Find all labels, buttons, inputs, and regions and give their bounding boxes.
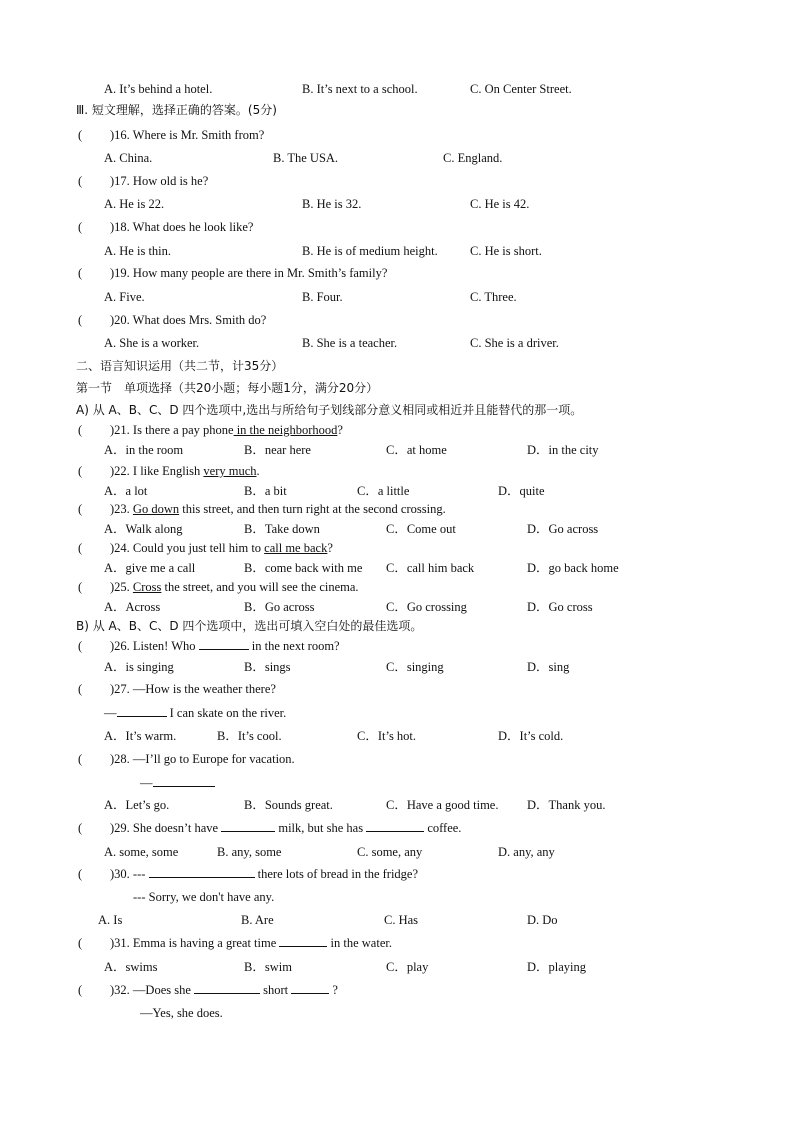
answer-paren: (	[78, 464, 83, 478]
answer-paren: (	[78, 580, 83, 594]
q15-option-a: A. It’s behind a hotel.	[104, 82, 213, 96]
q18-option-c: C. He is short.	[470, 244, 542, 258]
q20-option-a: A. She is a worker.	[104, 336, 200, 350]
partB-instructions-text: B) 从 A、B、C、D 四个选项中，选出可填入空白处的最佳选项。	[76, 619, 423, 633]
q16-option-b: B. The USA.	[273, 151, 339, 165]
q32-stem-post: ?	[332, 983, 338, 997]
q30-option-c: C. Has	[384, 913, 419, 927]
answer-blank	[279, 934, 327, 947]
q31-option-b: B．swim	[244, 960, 292, 974]
q27-option-b: B．It’s cool.	[217, 729, 282, 743]
q19-stem: )19. How many people are there in Mr. Smith’s family?	[110, 266, 388, 280]
q23-option-b: B．Take down	[244, 522, 320, 536]
q29-option-a: A. some, some	[104, 845, 179, 859]
q31-stem-post: in the water.	[330, 936, 392, 950]
answer-blank	[117, 704, 167, 717]
q21-option-a: A．in the room	[104, 443, 184, 457]
q22-option-a: A．a lot	[104, 484, 148, 498]
answer-paren: (	[78, 639, 83, 653]
answer-paren: (	[78, 174, 83, 188]
q29-stem-pre: )29. She doesn’t have	[110, 821, 219, 835]
q28-dash: —	[140, 776, 153, 790]
answer-paren: (	[78, 867, 83, 881]
q20-option-c: C. She is a driver.	[470, 336, 559, 350]
q23-stem-pre: )23.	[110, 502, 133, 516]
q31-stem-pre: )31. Emma is having a great time	[110, 936, 277, 950]
section1-title-text: 第一节 单项选择（共20小题；每小题1分，满分20分）	[76, 381, 379, 395]
q24-stem-post: ?	[327, 541, 333, 555]
q19-option-b: B. Four.	[302, 290, 343, 304]
q25-underlined: Cross	[132, 580, 162, 594]
q30-stem-pre: )30. ---	[110, 867, 146, 881]
q22-stem	[110, 462, 260, 480]
q20-option-b: B. She is a teacher.	[302, 336, 398, 350]
q26-option-a: A．is singing	[104, 660, 174, 674]
q32-stem-mid: short	[263, 983, 289, 997]
q24-stem	[110, 539, 333, 557]
q29-stem-mid: milk, but she has	[278, 821, 364, 835]
q21-stem-post: ?	[337, 423, 343, 437]
answer-paren: (	[78, 682, 83, 696]
answer-blank	[366, 819, 424, 832]
part2-title-text: 二、语言知识运用（共二节，计35分）	[76, 359, 284, 373]
q27-option-d: D．It’s cold.	[498, 729, 564, 743]
q30-stem-post: there lots of bread in the fridge?	[257, 867, 419, 881]
answer-blank	[291, 981, 329, 994]
q27-stem: )27. —How is the weather there?	[110, 682, 276, 696]
q28-option-c: C．Have a good time.	[386, 798, 499, 812]
q25-option-c: C．Go crossing	[386, 600, 467, 614]
answer-blank	[194, 981, 260, 994]
q28-option-a: A．Let’s go.	[104, 798, 170, 812]
q29-option-b: B. any, some	[217, 845, 282, 859]
q27-option-a: A．It’s warm.	[104, 729, 177, 743]
q21-stem-pre: )21. Is there a pay phone	[110, 423, 234, 437]
section3-title-text: Ⅲ. 短文理解，选择正确的答案。(5分)	[76, 103, 277, 117]
q25-option-b: B．Go across	[244, 600, 315, 614]
q30-stem	[110, 865, 418, 883]
q29-stem	[110, 819, 461, 837]
q30-option-d: D. Do	[527, 913, 558, 927]
q25-stem	[110, 578, 359, 596]
q24-option-a: A．give me a call	[104, 561, 196, 575]
q29-option-d: D. any, any	[498, 845, 555, 859]
q26-option-d: D．sing	[527, 660, 570, 674]
q23-option-c: C．Come out	[386, 522, 456, 536]
q30-option-b: B. Are	[241, 913, 274, 927]
q16-option-c: C. England.	[443, 151, 503, 165]
answer-blank	[153, 774, 215, 787]
q20-stem: )20. What does Mrs. Smith do?	[110, 313, 267, 327]
answer-paren: (	[78, 423, 83, 437]
q22-option-d: D．quite	[498, 484, 545, 498]
q24-stem-pre: )24. Could you just tell him to	[110, 541, 265, 555]
answer-paren: (	[78, 821, 83, 835]
q15-option-b: B. It’s next to a school.	[302, 82, 418, 96]
q32-reply-text: —Yes, she does.	[140, 1006, 223, 1020]
q32-stem	[110, 981, 338, 999]
q23-option-d: D．Go across	[527, 522, 599, 536]
q17-option-c: C. He is 42.	[470, 197, 530, 211]
q25-option-a: A．Across	[104, 600, 161, 614]
answer-paren: (	[78, 128, 83, 142]
q31-option-c: C．play	[386, 960, 429, 974]
q29-option-c: C. some, any	[357, 845, 423, 859]
q23-option-a: A．Walk along	[104, 522, 183, 536]
answer-paren: (	[78, 313, 83, 327]
q18-option-b: B. He is of medium height.	[302, 244, 438, 258]
q26-option-c: C．singing	[386, 660, 444, 674]
answer-paren: (	[78, 502, 83, 516]
q25-stem-pre: )25.	[110, 580, 133, 594]
answer-paren: (	[78, 752, 83, 766]
q22-stem-pre: )22. I like English	[110, 464, 204, 478]
q23-stem	[110, 500, 446, 518]
answer-paren: (	[78, 936, 83, 950]
q26-stem-pre: )26. Listen! Who	[110, 639, 196, 653]
q18-stem: )18. What does he look like?	[110, 220, 254, 234]
q22-option-c: C．a little	[357, 484, 410, 498]
answer-blank	[221, 819, 275, 832]
answer-blank	[199, 637, 249, 650]
q24-option-c: C．call him back	[386, 561, 475, 575]
q31-option-a: A．swims	[104, 960, 158, 974]
q28-response-text	[140, 774, 215, 792]
q16-option-a: A. China.	[104, 151, 153, 165]
q23-stem-post: this street, and then turn right at the second crossing.	[179, 502, 446, 516]
answer-paren: (	[78, 983, 83, 997]
q31-option-d: D．playing	[527, 960, 587, 974]
q32-stem-pre: )32. —Does she	[110, 983, 191, 997]
q15-option-c: C. On Center Street.	[470, 82, 572, 96]
q30-option-a: A. Is	[98, 913, 123, 927]
q25-stem-post: the street, and you will see the cinema.	[161, 580, 359, 594]
q22-underlined: very much	[203, 464, 257, 478]
q27-dash: —	[104, 706, 117, 720]
q17-option-b: B. He is 32.	[302, 197, 362, 211]
partA-instructions-text: A) 从 A、B、C、D 四个选项中,选出与所给句子划线部分意义相同或相近并且能替代的那一项。	[76, 403, 583, 417]
answer-paren: (	[78, 541, 83, 555]
q27-response-text	[104, 704, 286, 722]
q21-stem	[110, 421, 343, 439]
q28-option-b: B．Sounds great.	[244, 798, 333, 812]
q29-stem-post: coffee.	[427, 821, 462, 835]
q18-option-a: A. He is thin.	[104, 244, 172, 258]
q22-stem-post: .	[256, 464, 260, 478]
q19-option-c: C. Three.	[470, 290, 517, 304]
q27-option-c: C．It’s hot.	[357, 729, 417, 743]
q31-stem	[110, 934, 392, 952]
q27-response-post: I can skate on the river.	[166, 706, 287, 720]
q26-stem	[110, 637, 340, 655]
q17-option-a: A. He is 22.	[104, 197, 165, 211]
answer-blank	[149, 865, 255, 878]
q21-option-c: C．at home	[386, 443, 447, 457]
answer-paren: (	[78, 266, 83, 280]
q19-option-a: A. Five.	[104, 290, 145, 304]
q23-underlined: Go down	[132, 502, 180, 516]
q26-stem-post: in the next room?	[248, 639, 340, 653]
q28-stem: )28. —I’ll go to Europe for vacation.	[110, 752, 295, 766]
q25-option-d: D．Go cross	[527, 600, 593, 614]
q24-option-d: D．go back home	[527, 561, 619, 575]
q21-option-b: B．near here	[244, 443, 311, 457]
q24-option-b: B．come back with me	[244, 561, 363, 575]
q28-option-d: D．Thank you.	[527, 798, 606, 812]
q24-underlined: call me back	[264, 541, 328, 555]
q21-option-d: D．in the city	[527, 443, 599, 457]
q16-stem: )16. Where is Mr. Smith from?	[110, 128, 265, 142]
q17-stem: )17. How old is he?	[110, 174, 209, 188]
q22-option-b: B．a bit	[244, 484, 287, 498]
q30-reply-text: --- Sorry, we don't have any.	[133, 890, 275, 904]
q26-option-b: B．sings	[244, 660, 291, 674]
q21-underlined: in the neighborhood	[233, 423, 338, 437]
answer-paren: (	[78, 220, 83, 234]
